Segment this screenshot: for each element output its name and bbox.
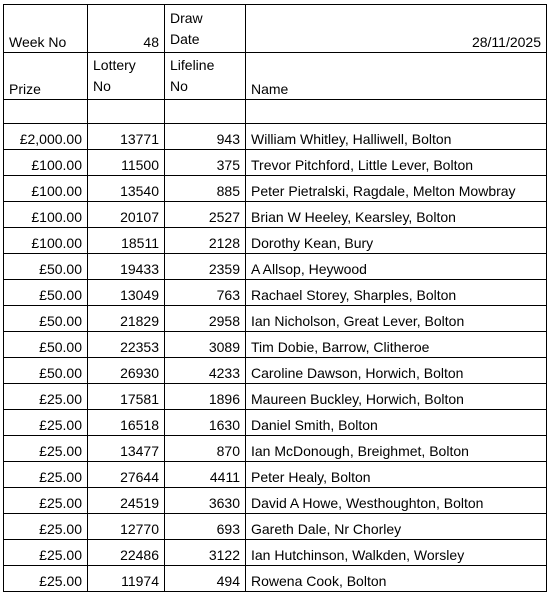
prize-cell: £25.00 bbox=[4, 540, 88, 566]
lottery-no-header bbox=[88, 53, 165, 100]
table-row bbox=[4, 462, 547, 488]
results-table bbox=[3, 4, 547, 592]
lifeline-no-cell: 2128 bbox=[165, 228, 246, 254]
table-row bbox=[4, 540, 547, 566]
table-row bbox=[4, 514, 547, 540]
lifeline-no-cell: 2958 bbox=[165, 306, 246, 332]
blank-cell bbox=[165, 100, 246, 124]
lifeline-no-cell: 885 bbox=[165, 176, 246, 202]
draw-date-value: 28/11/2025 bbox=[246, 5, 547, 53]
header-row-week bbox=[4, 5, 547, 53]
name-cell: Ian Hutchinson, Walkden, Worsley bbox=[246, 540, 547, 566]
name-header: Name bbox=[246, 53, 547, 100]
name-cell: Gareth Dale, Nr Chorley bbox=[246, 514, 547, 540]
prize-cell: £25.00 bbox=[4, 488, 88, 514]
header-row-columns bbox=[4, 53, 547, 100]
name-cell: Trevor Pitchford, Little Lever, Bolton bbox=[246, 150, 547, 176]
lifeline-no-cell: 375 bbox=[165, 150, 246, 176]
lifeline-no-cell: 2359 bbox=[165, 254, 246, 280]
lifeline-no-cell: 1896 bbox=[165, 384, 246, 410]
lifeline-no-cell: 943 bbox=[165, 124, 246, 150]
lottery-no-cell: 19433 bbox=[88, 254, 165, 280]
lottery-no-cell: 13049 bbox=[88, 280, 165, 306]
table-row bbox=[4, 358, 547, 384]
lottery-no-cell: 18511 bbox=[88, 228, 165, 254]
prize-cell: £25.00 bbox=[4, 384, 88, 410]
blank-row bbox=[4, 100, 547, 124]
lottery-header-line1: Lottery bbox=[93, 57, 136, 73]
results-sheet bbox=[3, 4, 547, 592]
lifeline-no-header bbox=[165, 53, 246, 100]
lottery-no-cell: 11500 bbox=[88, 150, 165, 176]
draw-label-line2: Date bbox=[170, 31, 200, 47]
name-cell: Maureen Buckley, Horwich, Bolton bbox=[246, 384, 547, 410]
table-row bbox=[4, 566, 547, 592]
lifeline-no-cell: 763 bbox=[165, 280, 246, 306]
lottery-header-line2: No bbox=[93, 78, 111, 94]
lottery-no-cell: 13477 bbox=[88, 436, 165, 462]
name-cell: Peter Pietralski, Ragdale, Melton Mowbray bbox=[246, 176, 547, 202]
table-row bbox=[4, 176, 547, 202]
week-value: 48 bbox=[88, 5, 165, 53]
lottery-no-cell: 22353 bbox=[88, 332, 165, 358]
table-row bbox=[4, 150, 547, 176]
prize-cell: £50.00 bbox=[4, 358, 88, 384]
draw-label-line1: Draw bbox=[170, 10, 203, 26]
prize-header: Prize bbox=[4, 53, 88, 100]
name-cell: Tim Dobie, Barrow, Clitheroe bbox=[246, 332, 547, 358]
lifeline-no-cell: 4233 bbox=[165, 358, 246, 384]
name-cell: Ian McDonough, Breighmet, Bolton bbox=[246, 436, 547, 462]
name-cell: Caroline Dawson, Horwich, Bolton bbox=[246, 358, 547, 384]
lottery-no-cell: 13771 bbox=[88, 124, 165, 150]
table-row bbox=[4, 332, 547, 358]
name-cell: A Allsop, Heywood bbox=[246, 254, 547, 280]
lottery-no-cell: 24519 bbox=[88, 488, 165, 514]
lottery-no-cell: 16518 bbox=[88, 410, 165, 436]
lottery-no-cell: 22486 bbox=[88, 540, 165, 566]
table-row bbox=[4, 124, 547, 150]
lottery-no-cell: 26930 bbox=[88, 358, 165, 384]
table-row bbox=[4, 488, 547, 514]
results-table-body bbox=[4, 5, 547, 592]
blank-cell bbox=[88, 100, 165, 124]
blank-cell bbox=[246, 100, 547, 124]
prize-cell: £50.00 bbox=[4, 254, 88, 280]
lottery-no-cell: 17581 bbox=[88, 384, 165, 410]
prize-cell: £25.00 bbox=[4, 566, 88, 592]
lottery-no-cell: 11974 bbox=[88, 566, 165, 592]
table-row bbox=[4, 280, 547, 306]
lifeline-header-line1: Lifeline bbox=[170, 57, 215, 73]
prize-cell: £50.00 bbox=[4, 280, 88, 306]
table-row bbox=[4, 254, 547, 280]
table-row bbox=[4, 202, 547, 228]
lifeline-no-cell: 2527 bbox=[165, 202, 246, 228]
lottery-no-cell: 20107 bbox=[88, 202, 165, 228]
lifeline-no-cell: 1630 bbox=[165, 410, 246, 436]
prize-cell: £25.00 bbox=[4, 514, 88, 540]
lifeline-no-cell: 870 bbox=[165, 436, 246, 462]
blank-cell bbox=[4, 100, 88, 124]
prize-cell: £25.00 bbox=[4, 436, 88, 462]
lottery-no-cell: 13540 bbox=[88, 176, 165, 202]
lifeline-no-cell: 3630 bbox=[165, 488, 246, 514]
name-cell: Brian W Heeley, Kearsley, Bolton bbox=[246, 202, 547, 228]
prize-cell: £25.00 bbox=[4, 462, 88, 488]
lottery-no-cell: 27644 bbox=[88, 462, 165, 488]
table-row bbox=[4, 228, 547, 254]
prize-cell: £100.00 bbox=[4, 228, 88, 254]
name-cell: Daniel Smith, Bolton bbox=[246, 410, 547, 436]
table-row bbox=[4, 410, 547, 436]
table-row bbox=[4, 384, 547, 410]
prize-cell: £100.00 bbox=[4, 150, 88, 176]
name-cell: Rowena Cook, Bolton bbox=[246, 566, 547, 592]
prize-cell: £100.00 bbox=[4, 176, 88, 202]
name-cell: Peter Healy, Bolton bbox=[246, 462, 547, 488]
week-label: Week No bbox=[4, 5, 88, 53]
lifeline-header-line2: No bbox=[170, 78, 188, 94]
name-cell: Ian Nicholson, Great Lever, Bolton bbox=[246, 306, 547, 332]
lifeline-no-cell: 3089 bbox=[165, 332, 246, 358]
lifeline-no-cell: 3122 bbox=[165, 540, 246, 566]
prize-cell: £50.00 bbox=[4, 306, 88, 332]
draw-date-label bbox=[165, 5, 246, 53]
prize-cell: £50.00 bbox=[4, 332, 88, 358]
name-cell: William Whitley, Halliwell, Bolton bbox=[246, 124, 547, 150]
lifeline-no-cell: 494 bbox=[165, 566, 246, 592]
prize-cell: £2,000.00 bbox=[4, 124, 88, 150]
lifeline-no-cell: 4411 bbox=[165, 462, 246, 488]
name-cell: David A Howe, Westhoughton, Bolton bbox=[246, 488, 547, 514]
lottery-no-cell: 21829 bbox=[88, 306, 165, 332]
table-row bbox=[4, 306, 547, 332]
lottery-no-cell: 12770 bbox=[88, 514, 165, 540]
name-cell: Dorothy Kean, Bury bbox=[246, 228, 547, 254]
name-cell: Rachael Storey, Sharples, Bolton bbox=[246, 280, 547, 306]
prize-cell: £25.00 bbox=[4, 410, 88, 436]
lifeline-no-cell: 693 bbox=[165, 514, 246, 540]
prize-cell: £100.00 bbox=[4, 202, 88, 228]
table-row bbox=[4, 436, 547, 462]
